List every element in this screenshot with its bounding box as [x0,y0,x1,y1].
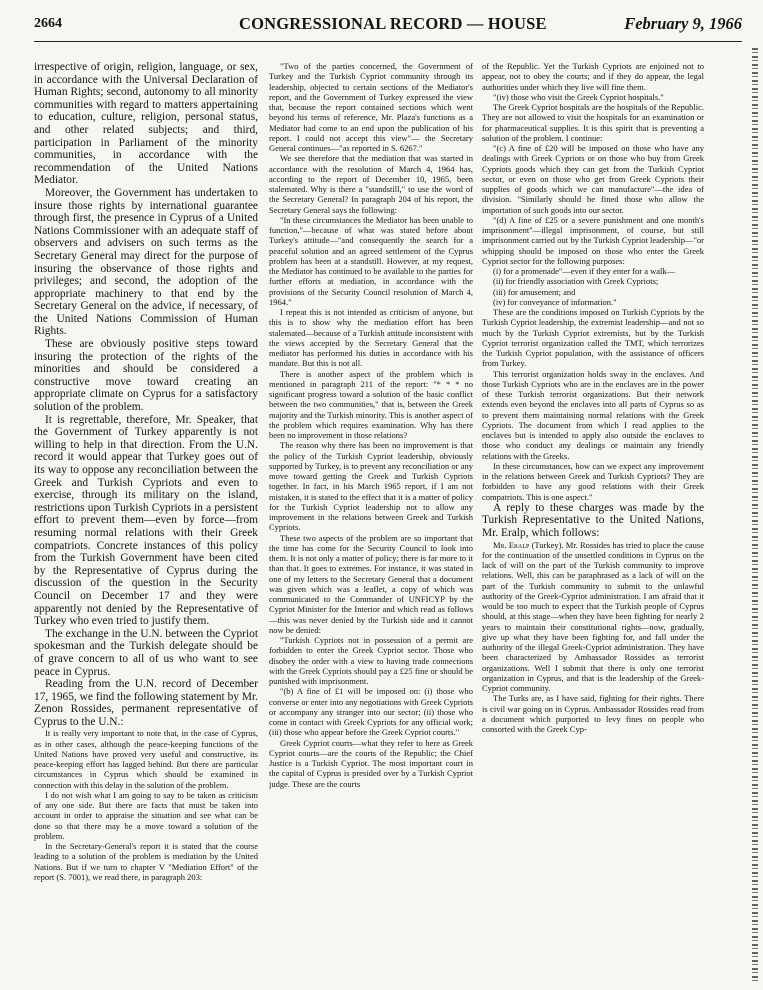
quote-paragraph: The Greek Cypriot hospitals are the hospitals of the Republic. They are not allowed to visit the hospitals for an examination or for pharmaceutical supplies. It is this spirit that is preventing a solution of the problem. I continue: [482,102,704,143]
paragraph: irrespective of origin, religion, language, or sex, in accordance with the Universal Declaration of Human Rights; second, autonomy to all minority communities with regard to matters appertaining to education, culture, religion, personal status, and other related subjects; and third, participation in Parliament of the minority communities, in accordance with the recommendation of the United Nations Mediator. [34,61,258,187]
paragraph: It is regrettable, therefore, Mr. Speaker, that the Government of Turkey apparently is not willing to help in that direction. From the U.N. record it would appear that Turkey goes out of its way to oppose any reconciliation between the Greek and Turkish Cypriots and even to exercise, through its military on the island, restrictions upon Turkish Cypriots in a persistent effort to prevent them—even by force—from resuming normal relations with their Greek compatriots. Concrete instances of this policy from the Turkish Government have been cited by the Representative of Cyprus during the discussion of the question in the Security Council on December 17 and they were apparently not denied by the Representative of Turkey who even tried to justify them. [34,413,258,628]
column-1 [34,61,258,983]
quote-paragraph: (iv) for conveyance of information." [493,296,617,307]
publication-title: CONGRESSIONAL RECORD — HOUSE [239,14,547,33]
paragraph: Moreover, the Government has undertaken to insure those rights by international guarantee through first, the presence in Cyprus of a United Nations Commissioner with an adequate staff of observers and advisers on such terms as the Secretary General may direct for the purpose of insuring the observance of those rights and privileges; and second, the adoption of the appropriate machinery to that end by the Secretary General on the advice, if necessary, of the United Nations Commission of Human Rights. [34,186,258,338]
quote-paragraph: These are the conditions imposed on Turkish Cypriots by the Turkish Cypriot leadership, the extremist leadership—and not so much by the Turkish Cypriot extremists, but by the Turkish Cypriot terrorist organization called the TMT, which terrorizes the Turkish Cypriot population, with the assistance of officers from Turkey. [482,307,704,369]
quote-paragraph: (i) for a promenade"—even if they enter for a walk— [493,266,676,276]
speech-paragraph: The Turks are, as I have said, fighting for their rights. There is civil war going on in Cyprus. Ambassador Rossides read from a document which purported to levy fines on people who consorted with the Greek Cyp- [482,693,704,735]
quote-paragraph: We see therefore that the mediation that was started in accordance with the resolution of March 4, 1964 has, according to the report of December 10, 1965, been stalemated. Why is there a "standstill," to use the word of the Secretary General? In paragraph 204 of his report, the Secretary General says the following: [269,153,473,215]
quote-paragraph: I do not wish what I am going to say to be taken as criticism of any one side. But there are facts that must be taken into account in order to appraise the situation and see what can be done so that there may be a move toward a solution of the problem. [34,789,258,841]
quote-paragraph: This terrorist organization holds sway in the enclaves. And those Turkish Cypriots who are in the enclaves are in the power of these Turkish terrorist organizations. But their network extends even beyond the enclaves into all parts of Cyprus so as to prevent them maintaining normal relations with the Greek Cypriots. The document from which I read applies to the enclaves but is intended to apply also outside the enclaves to those who conduct any dealings or maintain any friendly relations with the Greeks. [482,368,704,461]
quote-paragraph: of the Republic. Yet the Turkish Cypriots are enjoined not to appear, not to obey the courts; and if they do appear, the legal authorities under which they live will fine them. [482,61,704,92]
quote-paragraph: (ii) for friendly association with Greek Cypriots; [493,276,659,287]
quote-paragraph: "Two of the parties concerned, the Government of Turkey and the Turkish Cypriot community through its leadership, objected to certain sections of the Mediator's report, and the Government of Turkey expressed the view that, because the report contained sections which went beyond his terms of reference, Mr. Plaza's functions as a Mediator had come to an end upon the publication of his report. I could not accept this view"— the Secretary General continues—"as reported in S. 6267." [269,61,473,153]
header-rule [34,41,742,42]
quote-paragraph: There is another aspect of the problem which is mentioned in paragraph 211 of the report: "* * * no significant progress toward a solution of the basic conflict between the two communities," that is, between the Greek majority and the Turkish minority. This is another aspect of the problem which requires examination. Why has there been no improvement in those relations? [269,368,473,440]
page-number: 2664 [34,16,62,31]
quote-paragraph: "(iv) those who visit the Greek Cypriot hospitals." [493,91,664,102]
quote-paragraph: "(d) A fine of £25 or a severe punishment and one month's imprisonment"—illegal imprisonment, of course, but still imprisonment carried out by the Turkish Cypriot leadership—"or whipping should be imposed on those who enter the Greek Cypriot sector for the following purposes: [482,214,704,266]
speech-paragraph [482,540,704,694]
speaker-name: Mr. Eralp [493,539,530,550]
quote-paragraph: (iii) for amusement; and [493,286,576,297]
quote-paragraph: In these circumstances, how can we expect any improvement in the relations between Greek and Turkish Cypriots? They are forbidden to have any good relations with their Greek compatriots. This is one aspect." [482,460,704,502]
speech-text: Mr. Rossides has tried to place the cause for the continuation of the unsettled conditions in Cyprus on the lack of will on the part of the Turkish community to improve relations. Well, this can be paraphrased as a lack of will on the part of the Turkish community to submit to the unlawful authority of the Greek-Cypriot administration. I am afraid that it would be too much to expect that the Turkish people of Cyprus should, at this stage—when they have been fighting for nearly 2 years to maintain their constitutional rights—now, gradually, give up what they have been fighting for, and fall under the authority of the illegal Greek-Cypriot administration. They have been characterized by Ambassador Rossides as terrorist organizations. Well I submit that there is only one terrorist organization in Cyprus, and that is the leadership of the Greek-Cypriot community. [482,539,704,694]
paragraph: The exchange in the U.N. between the Cypriot spokesman and the Turkish delegate should be of grave concern to all of us who want to see peace in Cyprus. [34,627,258,678]
column-3 [482,61,704,983]
paragraph: Reading from the U.N. record of December 17, 1965, we find the following statement by Mr. Zenon Rossides, permanent representative of Cyprus to the U.N.: [34,678,258,728]
page-header [34,14,742,38]
quote-paragraph: "(c) A fine of £20 will be imposed on those who have any dealings with Greek Cypriots or on those who buy from Greek Cypriots goods which they can get from the Turkish Cypriot sector, or even on those who get from Greek Cypriots their supplies of goods which we can manufacture"—the idea of division. "Similarly should be fined those who allow the importation of such goods into our sector. [482,143,704,215]
quote-paragraph: "(b) A fine of £1 will be imposed on: (i) those who converse or enter into any negotiations with Greek Cypriots or accompany any stranger into our sector; (ii) those who come in contact with Greek Cypriots for any official work; (iii) those who appear before the Greek Cypriot courts." [269,686,473,738]
paragraph: These are obviously positive steps toward insuring the protection of the rights of the minorities and should be considered a constructive move toward creating an appropriate climate on Cyprus for a satisfactory solution of the problem. [34,338,258,414]
quote-paragraph: "In these circumstances the Mediator has been unable to function,"—because of what was stated before about Turkey's attitude—"and consequently the search for a peaceful solution and an agreed settlement of the Cyprus problem has been at a standstill. However, at my request, the Mediator has continued to be available to the parties for further efforts at mediation, in accordance with the provisions of the Security Council resolution of March 4, 1964." [269,214,473,307]
quote-paragraph: I repeat this is not intended as criticism of anyone, but this is to show why the mediation effort has been stalemated—because of a Turkish attitude inconsistent with the views accepted by the Secretary General that the mediator has performed his duties in accordance with his mandate. But this is not all. [269,307,473,369]
speaker-country: (Turkey). [529,539,566,550]
paragraph: A reply to these charges was made by the Turkish Representative to the United Nations, Mr. Eralp, which follows: [482,501,704,539]
quote-paragraph: It is really very important to note that, in the case of Cyprus, as in other cases, although the peace-keeping functions of the United Nations have proved very useful and constructive, its peace-keeping effort has lagged behind. But there are particular circumstances in Cyprus which should be examined in connection with this delay in the solution of the problem. [34,728,258,790]
quote-paragraph: "Turkish Cypriots not in possession of a permit are forbidden to enter the Greek Cypriot sector. Those who disobey the order with a view to having trade connections with the Greek Cypriots should pay a £25 fine or should be punished with imprisonment. [269,635,473,686]
scan-margin-marks [752,48,758,983]
quote-paragraph: The reason why there has been no improvement is that the policy of the Turkish Cypriot leadership, obviously supported by Turkey, is to prevent any reconciliation or any move toward getting the Greek and Turkish Cypriots together. In fact, in his March 1965 report, if I am not mistaken, it is stated to the effect that it is a matter of policy for the Turkish Cypriot leadership not to allow any improvement in the relations between Greek and Turkish Cypriots. [269,440,473,533]
quote-paragraph: These two aspects of the problem are so important that the time has come for the Security Council to look into them. It is not only a matter of policy; there is far more to it than that. It goes to extremes. For instance, it was stated in one of my letters to the Secretary General that a document was given which was a leaflet, a copy of which was communicated to the Commander of UNFICYP by the Cypriot Minister for the Interior and which read as follows—this was never denied by the Turkish side and it cannot now be denied: [269,532,473,635]
quote-paragraph: Greek Cypriot courts—what they refer to here as Greek Cypriot courts—are the courts of the Republic; the Chief Justice is a Turkish Cypriot. The most important court in the capital of Cyprus is presided over by a Turkish Cypriot judge. These are the courts [269,737,473,789]
quote-paragraph: In the Secretary-General's report it is stated that the course leading to a solution of the problem is mediation by the United Nations. But if we turn to chapter V "Mediation Effort" of the report (S. 7001), we read there, in paragraph 203: [34,841,258,882]
publication-date: February 9, 1966 [624,14,742,33]
column-2 [269,61,473,983]
